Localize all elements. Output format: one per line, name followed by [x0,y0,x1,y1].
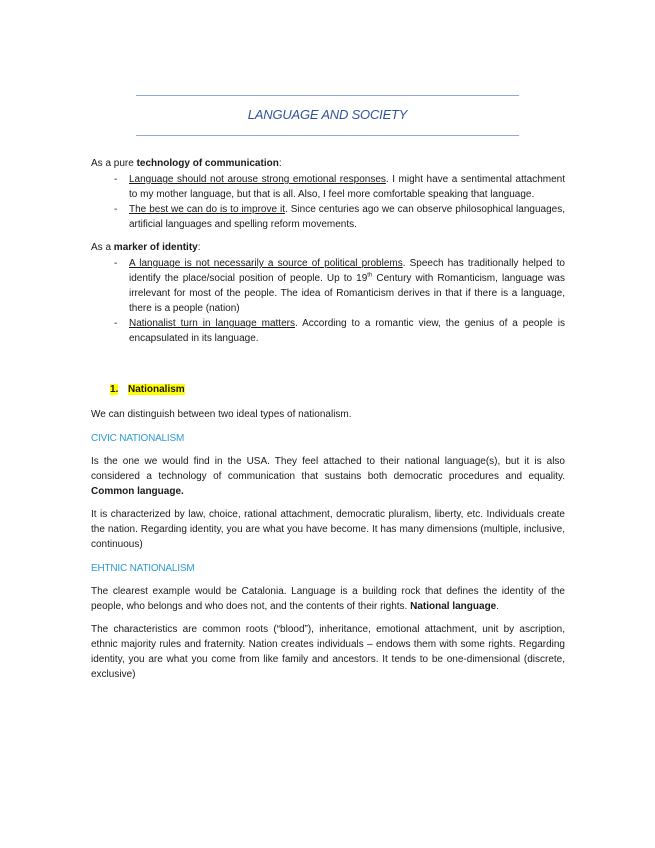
ethnic-nationalism-heading: EHTNIC NATIONALISM [91,563,195,574]
list-item: - A language is not necessarily a source of political problems. Speech has traditionally helped to identify the place/social position of people. Up to 19th Century with Romanticism, language was irrelevant for most of the people. The idea of Romanticism derives in that if there is a language, there is a people (nation) [114,258,565,314]
technology-list [91,172,565,232]
civic-paragraph-1: Is the one we would find in the USA. They feel attached to their national language(s), but it is also considered a technology of communication that sustains both democratic procedures and equality. Common language. [91,456,565,497]
nationalism-intro: We can distinguish between two ideal types of nationalism. [91,409,352,420]
identity-list [91,256,565,346]
list-item: - Language should not arouse strong emotional responses. I might have a sentimental attachment to my mother language, but that is all. Also, I feel more comfortable speaking that language. [114,174,565,200]
ethnic-paragraph-1: The clearest example would be Catalonia. Language is a building rock that defines the identity of the people, who belongs and who does not, and the contents of their rights. National language. [91,586,565,612]
civic-paragraph-2: It is characterized by law, choice, rational attachment, democratic pluralism, liberty, etc. Individuals create the nation. Regarding identity, you are what you have become. It has many dimensions (multiple, inclusive, continuous) [91,509,565,550]
dash-bullet: - [114,318,118,329]
document-body [91,156,565,690]
section-heading-nationalism: 1. Nationalism [110,384,185,395]
list-item: - Nationalist turn in language matters. According to a romantic view, the genius of a people is encapsulated in its language. [114,318,565,344]
identity-intro: As a marker of identity: [91,242,201,253]
dash-bullet: - [114,174,118,185]
technology-intro: As a pure technology of communication: [91,158,282,169]
dash-bullet: - [114,258,118,269]
page-title: LANGUAGE AND SOCIETY [247,107,408,122]
civic-nationalism-heading: CIVIC NATIONALISM [91,433,185,444]
title-bottom-rule [136,135,519,136]
title-top-rule [136,95,519,96]
ethnic-paragraph-2: The characteristics are common roots (“blood”), inheritance, emotional attachment, unit by ascription, ethnic majority rules and fraternity. Nation creates individuals – endows them with some rights. Regarding identity, you are what you come from like family and ancestors. It tends to be one-dimensional (discrete, exclusive) [91,624,565,680]
dash-bullet: - [114,204,118,215]
list-item: - The best we can do is to improve it. Since centuries ago we can observe philosophical languages, artificial languages and spelling reform movements. [114,204,565,230]
